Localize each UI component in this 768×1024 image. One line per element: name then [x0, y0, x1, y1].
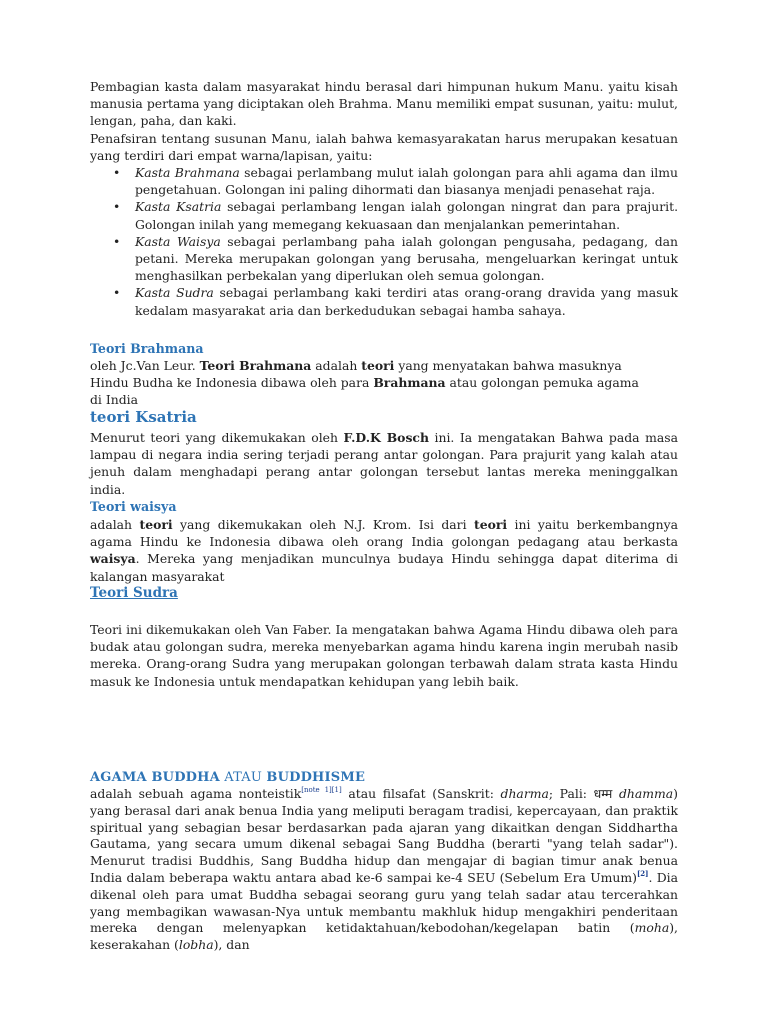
- brahmana-paragraph: oleh Jc.Van Leur. Teori Brahmana adalah teori yang menyatakan bahwa masuknya Hindu Budha ke Indonesia dibawa oleh para Brahmana atau golongan pemuka agama di India: [90, 358, 639, 408]
- citation-reference-link[interactable]: [2]: [636, 868, 649, 878]
- heading-teori-ksatria: teori Ksatria: [90, 408, 197, 426]
- caste-list: [90, 164, 678, 319]
- list-item: • Kasta Brahmana sebagai perlambang mulut ialah golongan para ahli agama dan ilmu pengetahuan. Golongan ini paling dihormati dan biasanya menjadi penasehat raja.: [90, 164, 678, 198]
- sudra-paragraph: Teori ini dikemukakan oleh Van Faber. Ia mengatakan bahwa Agama Hindu dibawa oleh para budak atau golongan sudra, mereka menyebarkan agama hindu karena ingin merubah nasib mereka. Orang-orang Sudra yang merupakan golongan terbawah dalam strata kasta Hindu masuk ke Indonesia untuk mendapatkan kehidupan yang lebih baik.: [90, 622, 678, 689]
- heading-teori-sudra: Teori Sudra: [90, 585, 178, 601]
- interpretation-paragraph: Penafsiran tentang susunan Manu, ialah bahwa kemasyarakatan harus merupakan kesatuan yang terdiri dari empat warna/lapisan, yaitu:: [90, 131, 678, 164]
- list-item: • Kasta Ksatria sebagai perlambang lengan ialah golongan ningrat dan para prajurit. Golongan inilah yang memegang kekuasaan dan menjalankan pemerintahan.: [90, 198, 678, 232]
- list-item: • Kasta Sudra sebagai perlambang kaki terdiri atas orang-orang dravida yang masuk kedalam masyarakat aria dan berkedudukan sebagai hamba sahaya.: [90, 284, 678, 318]
- heading-teori-brahmana: Teori Brahmana: [90, 341, 204, 356]
- list-item: • Kasta Waisya sebagai perlambang paha ialah golongan pengusaha, pedagang, dan petani. Mereka merupakan golongan yang berusaha, mengeluarkan keringat untuk menghasilkan perbekalan yang diperlukan oleh semua golongan.: [90, 233, 678, 285]
- heading-teori-waisya: Teori waisya: [90, 499, 177, 514]
- waisya-paragraph: adalah teori yang dikemukakan oleh N.J. Krom. Isi dari teori ini yaitu berkembangnya agama Hindu ke Indonesia dibawa oleh orang India golongan pedagang atau berkasta waisya. Mereka yang menjadikan munculnya budaya Hindu sehingga dapat diterima di kalangan masyarakat: [90, 517, 678, 584]
- buddha-paragraph: adalah sebuah agama nonteistik[note 1][1] atau filsafat (Sanskrit: dharma; Pali: धम्म dhamma) yang berasal dari anak benua India yang meliputi beragam tradisi, kepercayaan, dan praktik spiritual yang sebagian besar berdasarkan pada ajaran yang dikaitkan dengan Siddhartha Gautama, yang secara umum dikenal sebagai Sang Buddha (berarti "yang telah sadar"). Menurut tradisi Buddhis, Sang Buddha hidup dan mengajar di bagian timur anak benua India dalam beberapa waktu antara abad ke-6 sampai ke-4 SEU (Sebelum Era Umum)[2]. Dia dikenal oleh para umat Buddha sebagai seorang guru yang telah sadar atau tercerahkan yang membagikan wawasan-Nya untuk membantu makhluk hidup mengakhiri penderitaan mereka dengan melenyapkan ketidaktahuan/kebodohan/kegelapan batin (moha), keserakahan (lobha), dan: [90, 786, 678, 953]
- intro-paragraph: Pembagian kasta dalam masyarakat hindu berasal dari himpunan hukum Manu. yaitu kisah manusia pertama yang diciptakan oleh Brahma. Manu memiliki empat susunan, yaitu: mulut, lengan, paha, dan kaki.: [90, 79, 678, 129]
- note-reference-link[interactable]: [note 1][1]: [301, 786, 342, 794]
- ksatria-paragraph: Menurut teori yang dikemukakan oleh F.D.K Bosch ini. Ia mengatakan Bahwa pada masa lampau di negara india sering terjadi perang antar golongan. Para prajurit yang kalah atau jenuh dalam menghadapi perang antar golongan tersebut lantas mereka meninggalkan india.: [90, 430, 678, 497]
- heading-agama-buddha: AGAMA BUDDHA ATAU BUDDHISME: [90, 770, 366, 785]
